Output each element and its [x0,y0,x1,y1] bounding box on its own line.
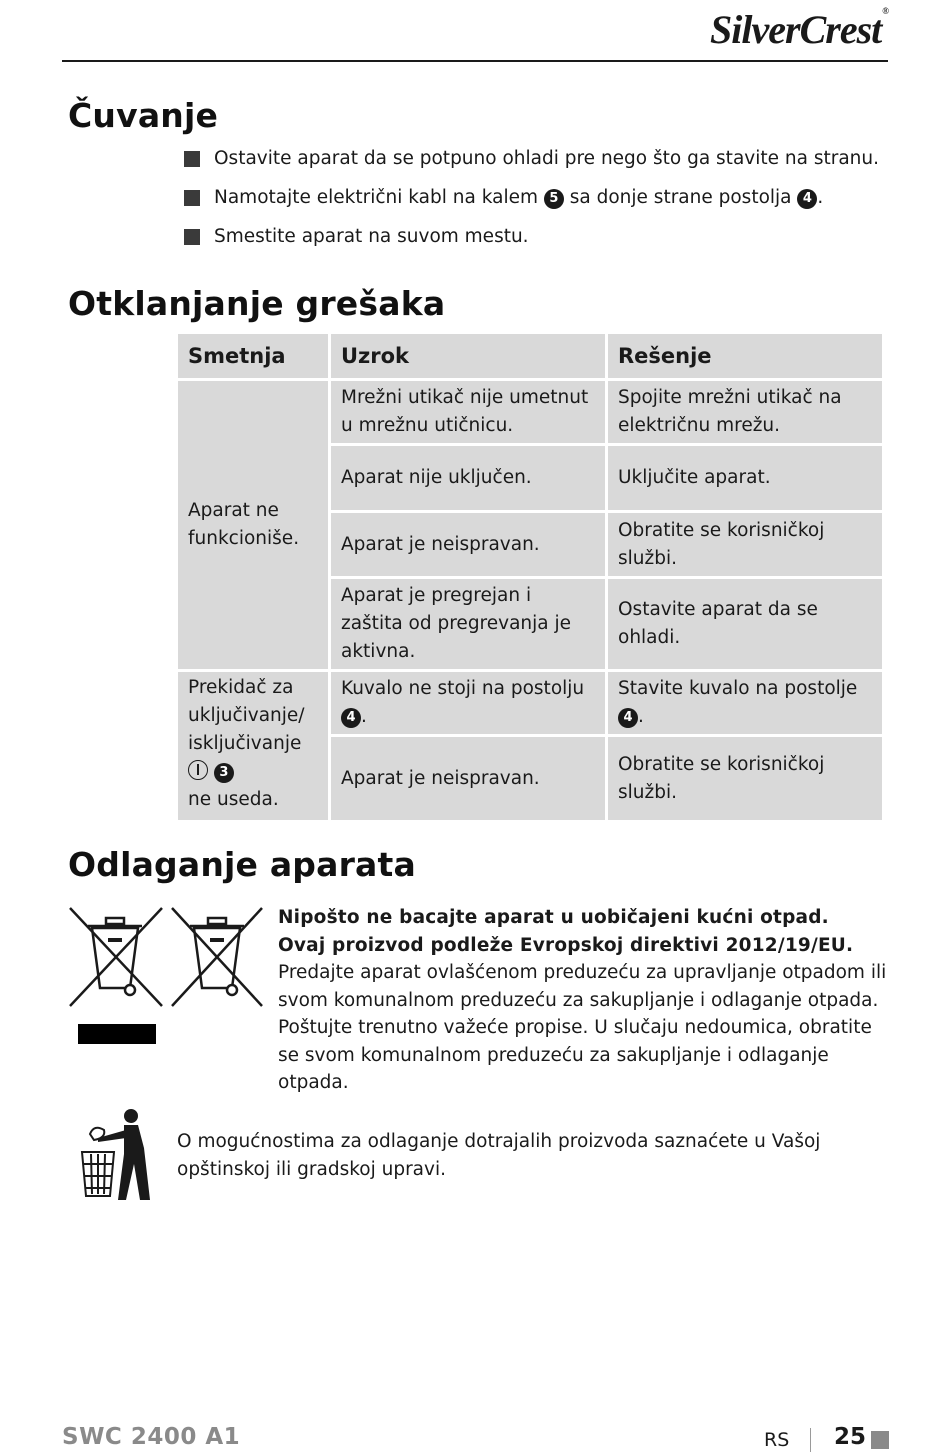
footer-model: SWC 2400 A1 [62,1424,241,1450]
number-4-icon: 4 [797,189,817,209]
table-cell-solution: Uključite aparat. [608,446,882,510]
bullet-square-icon [184,229,200,245]
table-cell-cause: Aparat je neispravan. [331,737,605,820]
table-cell-cause: Aparat je pregrejan i zaštita od pregrevanja je aktivna. [331,579,605,669]
table-header-cell: Smetnja [178,334,328,378]
footer-square-icon [871,1431,889,1449]
footer-separator [810,1428,811,1452]
disposal-text: Nipošto ne bacajte aparat u uobičajeni kućni otpad. Ovaj proizvod podleže Evropskoj direktivi 2012/19/EU. Predajte aparat ovlašćenom preduzeću za upravljanje otpadom ili svom komunalnom preduzeću za sakupljanje i odlaganje otpada. Poštujte trenutno važeće propise. U slučaju nedoumica, obratite se svom komunalnom preduzeću za sakupljanje i odlaganje otpada. [278,907,887,1093]
table-header-cell: Uzrok [331,334,605,378]
table-cell-problem: Prekidač za uključivanje/ isključivanje 3 ne useda. [178,672,328,820]
table-cell-solution: Spojite mrežni utikač na električnu mrežu. [608,381,882,443]
storage-bullets [184,146,879,263]
bullet-square-icon [184,151,200,167]
tidyman-icon [80,1108,156,1206]
power-switch-icon [188,760,208,780]
table-cell-solution: Stavite kuvalo na postolje 4 . [608,672,882,734]
list-item: Smestite aparat na suvom mestu. [184,224,879,263]
brand-logo: SilverCrest® [710,6,888,52]
weee-black-bar [78,1024,156,1044]
table-cell-problem: Aparat ne funkcioniše. [178,381,328,669]
disposal-note: O mogućnostima za odlaganje dotrajalih proizvoda saznaćete u Vašoj opštinskoj ili gradskoj upravi. [177,1131,821,1180]
table-cell-cause: Kuvalo ne stoji na postolju 4 . [331,672,605,734]
crossed-bin-icon [68,906,264,1010]
table-cell-cause: Mrežni utikač nije umetnut u mrežnu utičnicu. [331,381,605,443]
recycle-person-icon [80,1108,156,1202]
table-cell-solution: Obratite se korisničkoj službi. [608,513,882,576]
list-item: Namotajte električni kabl na kalem 5 sa donje strane postolja 4 . [184,185,879,224]
number-4-icon: 4 [341,708,361,728]
weee-bin-icons [68,906,264,1014]
list-item: Ostavite aparat da se potpuno ohladi pre nego što ga stavite na stranu. [184,146,879,185]
section-title-storage: Čuvanje [68,96,219,135]
header-rule [62,60,888,62]
table-cell-cause: Aparat je neispravan. [331,513,605,576]
bullet-square-icon [184,190,200,206]
section-title-disposal: Odlaganje aparata [68,845,416,884]
table-cell-cause: Aparat nije uključen. [331,446,605,510]
table-cell-solution: Ostavite aparat da se ohladi. [608,579,882,669]
page-number: 25 [834,1424,867,1450]
number-4-icon: 4 [618,708,638,728]
footer-language: RS [764,1429,790,1451]
number-3-icon: 3 [214,763,234,783]
number-5-icon: 5 [544,189,564,209]
table-header-cell: Rešenje [608,334,882,378]
table-cell-solution: Obratite se korisničkoj službi. [608,737,882,820]
section-title-troubleshooting: Otklanjanje grešaka [68,284,446,323]
